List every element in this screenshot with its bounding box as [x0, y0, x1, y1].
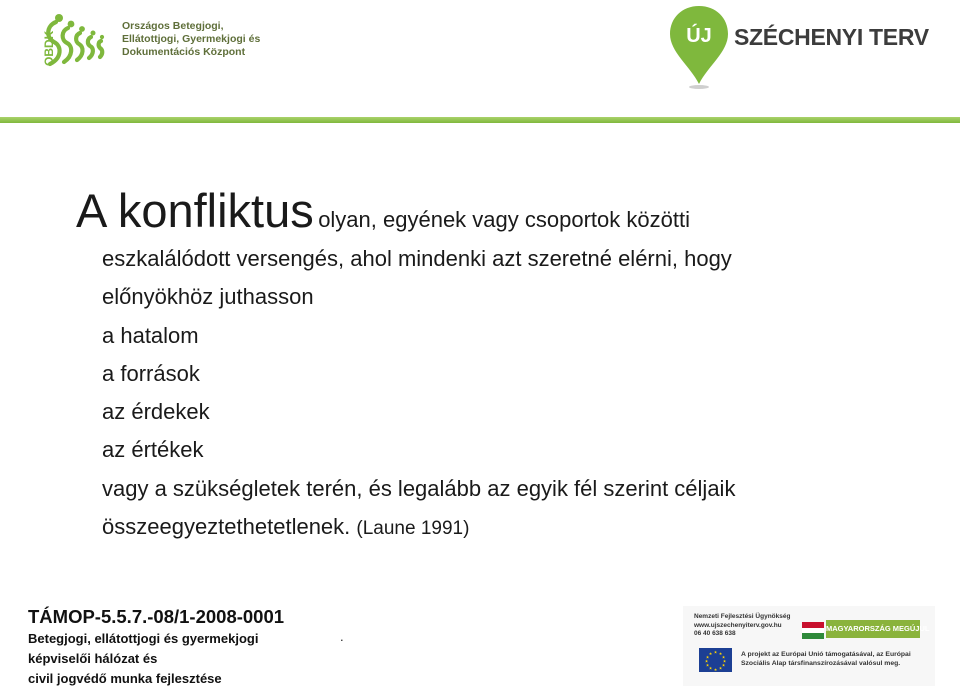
svg-text:★: ★	[721, 654, 726, 660]
svg-text:★: ★	[721, 662, 726, 668]
eu-line: A projekt az Európai Unió támogatásával, az Európai	[741, 651, 911, 658]
svg-text:OBDK: OBDK	[42, 30, 56, 66]
header-divider	[0, 117, 960, 123]
definition-line: vagy a szükségletek terén, és legalább az egyik fél szerint céljaik	[102, 475, 736, 501]
term-heading: A konfliktus	[76, 184, 314, 237]
svg-text:★: ★	[705, 654, 710, 660]
project-line: civil jogvédő munka fejlesztése	[28, 671, 222, 686]
szechenyi-title: SZÉCHENYI TERV	[734, 24, 929, 50]
nfu-info	[694, 613, 790, 639]
nfu-line: 06 40 638 638	[694, 630, 736, 638]
oebdk-line: Ellátottjogi, Gyermekjogi és	[122, 33, 261, 45]
funding-logos	[683, 606, 935, 686]
svg-text:★: ★	[708, 665, 713, 671]
list-item: a hatalom	[102, 322, 199, 348]
project-line: Betegjogi, ellátottjogi és gyermekjogi	[28, 631, 259, 646]
list-item: az érdekek	[102, 399, 210, 425]
svg-text:★: ★	[704, 658, 709, 664]
nfu-line: www.ujszechenyiterv.gov.hu	[694, 621, 782, 629]
svg-text:★: ★	[708, 651, 713, 656]
footer-dot: .	[340, 629, 344, 644]
oebdk-logo	[42, 12, 262, 74]
project-line: képviselői hálózat és	[28, 651, 158, 666]
eu-line: Szociális Alap társfinanszírozásával valósul meg.	[741, 660, 901, 667]
footer-project	[28, 605, 284, 689]
definition-line: előnyökhöz juthasson	[102, 284, 314, 310]
list-item: az értékek	[102, 437, 204, 463]
nfu-line: Nemzeti Fejlesztési Ügynökség	[694, 613, 791, 620]
map-pin-icon	[668, 4, 730, 90]
svg-text:ÚJ: ÚJ	[686, 25, 712, 47]
oebdk-line: Dokumentációs Központ	[122, 46, 246, 58]
header	[0, 0, 960, 118]
definition-last-line	[76, 508, 936, 548]
oebdk-vertical-label	[42, 12, 56, 68]
definition-block	[76, 183, 936, 548]
svg-text:★: ★	[705, 662, 710, 668]
svg-text:★: ★	[713, 667, 718, 672]
eu-flag-icon	[699, 648, 732, 672]
oebdk-name	[122, 20, 260, 59]
eu-support-text	[741, 650, 911, 668]
oebdk-line: Országos Betegjogi,	[122, 20, 224, 32]
szechenyi-terv-logo	[668, 4, 948, 90]
svg-text:★: ★	[722, 658, 727, 664]
definition-line: eszkalálódott versengés, ahol mindenki azt szeretné elérni, hogy	[102, 246, 732, 271]
definition-first-line	[76, 183, 936, 238]
svg-text:★: ★	[718, 665, 723, 671]
project-code: TÁMOP-5.5.7.-08/1-2008-0001	[28, 606, 285, 627]
svg-text:★: ★	[713, 649, 718, 655]
megujul-banner: MAGYARORSZÁG MEGÚJUL	[826, 620, 920, 638]
citation: (Laune 1991)	[356, 518, 470, 540]
definition-lead: olyan, egyének vagy csoportok közötti	[318, 207, 690, 232]
hungarian-flag-icon	[802, 622, 824, 639]
definition-line: összeegyeztethetetlenek.	[102, 514, 351, 540]
list-item: a források	[102, 360, 200, 386]
svg-text:★: ★	[718, 651, 723, 656]
